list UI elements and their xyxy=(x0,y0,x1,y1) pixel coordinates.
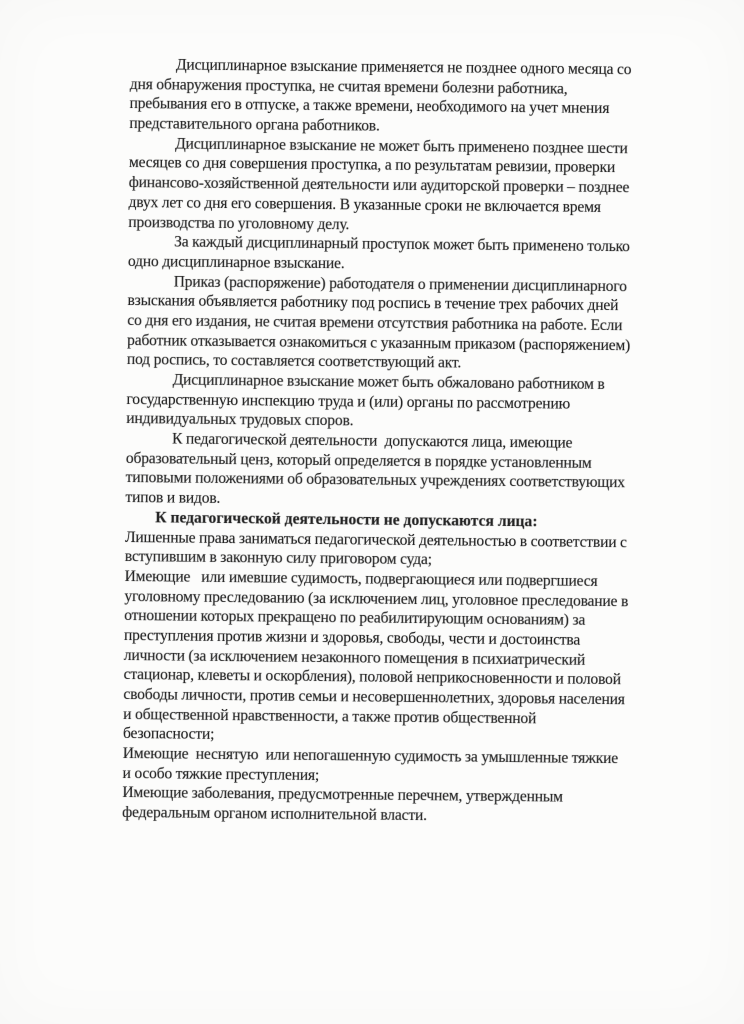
text-line: финансово-хозяйственной деятельности или аудиторской проверки – позднее xyxy=(128,174,630,197)
text-line: под роспись, то составляется соответствующий акт. xyxy=(126,351,462,372)
paragraph xyxy=(127,272,734,377)
text-line: типов и видов. xyxy=(125,489,221,508)
text-line: одно дисциплинарное взыскание. xyxy=(127,252,345,273)
text-line: и особо тяжкие преступления; xyxy=(122,764,320,784)
text-line: Дисциплинарное взыскание может быть обжаловано работником в xyxy=(172,371,605,393)
paragraph xyxy=(122,744,729,829)
text-line: вступившим в законную силу приговором суда; xyxy=(124,548,432,569)
text-line: двух лет со дня его совершения. В указанные сроки не включается время xyxy=(128,193,601,216)
paragraph xyxy=(126,370,733,435)
text-line: Имеющие заболевания, предусмотренные перечнем, утвержденным xyxy=(122,784,563,806)
text-line: производства по уголовному делу. xyxy=(128,213,350,233)
text-line: работник отказывается ознакомиться с указанным приказом (распоряжением) xyxy=(127,331,631,354)
text-line: со дня его издания, не считая времени отсутствия работника на работе. Если xyxy=(127,311,623,335)
text-line: образовательный ценз, который определяется в порядке установленным xyxy=(125,449,592,472)
text-line: федеральным органом исполнительной власти. xyxy=(122,804,427,825)
text-line: личности (за исключением незаконного помещения в психиатрический xyxy=(123,646,586,669)
text-line: Имеющие неснятую или непогашенную судимость за умышленные тяжкие xyxy=(122,745,619,768)
text-line: преступления против жизни и здоровья, свободы, чести и достоинства xyxy=(123,626,581,649)
paragraph xyxy=(125,527,731,573)
paragraph xyxy=(128,134,735,239)
paragraph xyxy=(129,55,736,140)
text-line: представительного органа работников. xyxy=(129,115,380,135)
document-text-block xyxy=(122,55,736,829)
text-line: безопасности; xyxy=(122,725,215,744)
text-line: пребывания его в отпуске, а также времени, необходимого на учет мнения xyxy=(129,95,610,118)
text-line: Приказ (распоряжение) работодателя о применении дисциплинарного xyxy=(173,273,627,295)
text-line: уголовному преследованию (за исключением лиц, уголовное преследование в xyxy=(124,587,629,610)
text-line: типовыми положениями об образовательных учреждениях соответствующих xyxy=(125,469,625,492)
text-line: месяцев со дня совершения проступка, а по результатам ревизии, проверки xyxy=(128,154,616,177)
text-line: дня обнаружения проступка, не считая времени болезни работника, xyxy=(129,75,568,98)
text-line: индивидуальных трудовых споров. xyxy=(126,410,354,430)
text-line: Лишенные права заниматься педагогической деятельностью в соответствии с xyxy=(124,528,627,551)
text-line: государственную инспекцию труда и (или) органы по рассмотрению xyxy=(126,390,571,413)
text-line: Дисциплинарное взыскание применяется не позднее одного месяца со xyxy=(175,56,632,79)
paragraph xyxy=(123,567,731,751)
paragraph xyxy=(125,429,732,514)
text-line: За каждый дисциплинарный проступок может быть применено только xyxy=(174,233,630,256)
text-line: свободы личности, против семьи и несовершеннолетних, здоровья населения xyxy=(123,685,625,709)
text-line: взыскания объявляется работнику под роспись в течение трех рабочих дней xyxy=(127,292,619,315)
text-line: стационар, клеветы и оскорбления), половой неприкосновенности и половой xyxy=(123,666,621,689)
text-line: отношении которых прекращено по реабилитирующим основаниям) за xyxy=(124,607,586,630)
paragraph xyxy=(128,232,734,278)
text-line: Дисциплинарное взыскание не может быть применено позднее шести xyxy=(175,135,628,157)
section-heading-line: К педагогической деятельности не допускаются лица: xyxy=(155,509,538,531)
text-line: и общественной нравственности, а также против общественной xyxy=(123,705,537,727)
text-line: Имеющие или имевшие судимость, подвергающиеся или подвергшиеся xyxy=(124,567,598,590)
text-line: К педагогической деятельности допускаются лица, имеющие xyxy=(171,430,573,452)
